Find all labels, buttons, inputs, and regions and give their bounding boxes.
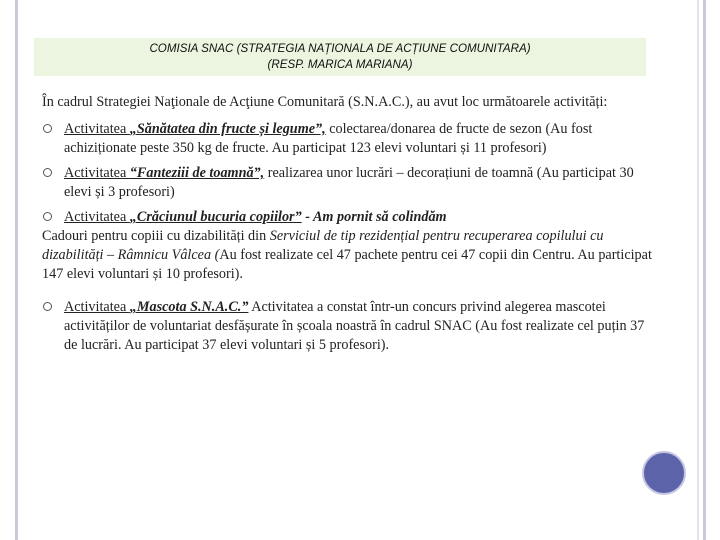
paragraph-part-1: Cadouri pentru copiii cu dizabilități din (42, 228, 270, 244)
activity-description: Activitatea a constat într-un concurs privind alegerea mascotei activităților de voluntariat desfășurate în școala noastră în cadrul SNAC (Au fost realizate cel puțin 37 de lucrări. Au participat 37 elevi voluntari și 5 profesori). (64, 299, 645, 353)
slide-title-banner (34, 38, 646, 76)
paragraph-part-2: Serviciul de tip rezidențial pentru recuperarea copilului cu dizabilități – Râmnicu Vâlcea ( (42, 228, 604, 263)
slide-title: COMISIA SNAC (STRATEGIA NAȚIONALA DE ACȚIUNE COMUNITARA) (149, 42, 531, 55)
activity-description: realizarea unor lucrări – decorațiuni de toamnă (Au participat 30 elevi și 3 profesori) (64, 165, 634, 200)
bullet-icon (43, 212, 52, 221)
bullet-icon (43, 302, 52, 311)
bullet-icon (43, 168, 52, 177)
activity-prefix: Activitatea (64, 209, 130, 225)
activity-title: “Fanteziii de toamnă”, (129, 165, 265, 181)
activity-description: colectarea/donarea de fructe de sezon (Au fost achiziționate peste 350 kg de fructe. Au participat 123 elevi voluntari și 11 profesori) (64, 121, 593, 156)
slide-body (42, 93, 652, 361)
slide-subtitle: (RESP. MARICA MARIANA) (267, 58, 413, 71)
activity-title: „Sănătatea din fructe și legume”, (129, 121, 326, 137)
activity-title: „Crăciunul bucuria copiilor” (129, 209, 302, 225)
activity-item-mascota (42, 298, 652, 355)
left-frame-border (15, 0, 18, 540)
activity-prefix: Activitatea (64, 165, 130, 181)
intro-text: În cadrul Strategiei Naţionale de Acţiune Comunitară (S.N.A.C.), au avut loc următoarele activități: (42, 94, 608, 110)
activity-item-toamna (42, 164, 652, 202)
activity-item-craciun (42, 208, 652, 227)
right-frame-border (703, 0, 706, 540)
bullet-icon (43, 124, 52, 133)
activity-prefix: Activitatea (64, 121, 130, 137)
activity-item-fructe (42, 120, 652, 158)
cadouri-paragraph (42, 227, 652, 284)
activity-title: „Mascota S.N.A.C.” (129, 299, 249, 315)
right-frame-inner-border (697, 0, 699, 540)
decorative-circle-icon (642, 451, 686, 495)
paragraph-part-3: Au fost realizate cel 47 pachete pentru cei 47 copii din Centru. Au participat 147 elevi voluntari și 10 profesori). (42, 247, 652, 282)
activity-prefix: Activitatea (64, 299, 130, 315)
activity-description: - Am pornit să colindăm (301, 209, 447, 225)
